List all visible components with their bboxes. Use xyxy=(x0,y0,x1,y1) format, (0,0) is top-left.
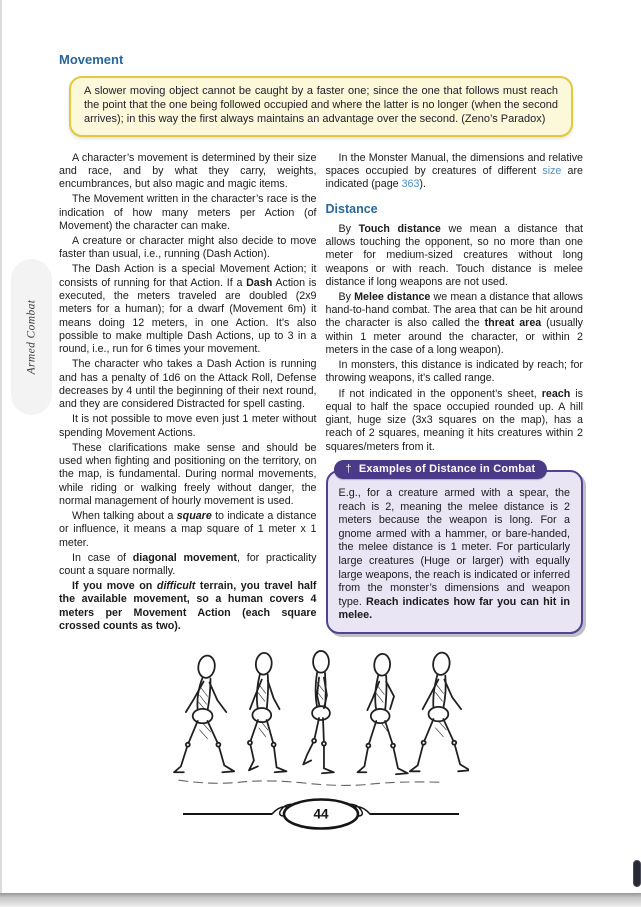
text-segment: is equal to half the space occupied rounded up. A hill giant, huge size (3x3 squares on the map), has a reach of 2 squares, meaning it hits creatures within 2 squares/meters from it. xyxy=(325,387,584,453)
chapter-tab-armed-combat xyxy=(11,259,52,415)
text-segment: It is not possible to move even just 1 meter without spending Movement Actions. xyxy=(59,413,317,439)
text-segment: Reach indicates how far you can hit in melee. xyxy=(338,595,570,622)
paragraph xyxy=(59,263,317,356)
paragraph xyxy=(326,388,584,454)
cross-reference-link[interactable]: size xyxy=(542,165,562,178)
paragraph xyxy=(326,223,584,289)
text-segment: we mean a distance that allows hand-to-hand combat. The area that can be hit around the character is also called the xyxy=(325,290,583,330)
movement-heading: Movement xyxy=(59,52,124,67)
text-segment: Dash xyxy=(246,276,273,289)
paragraph xyxy=(339,487,571,623)
text-segment: By xyxy=(338,222,359,235)
paragraph xyxy=(59,580,317,633)
text-segment: E.g., for a creature armed with a spear, the reach is 2, meaning the melee distance is 2 meters because the weapon is long. For a gnome armed with a hammer, or bare-handed, the melee distance is 1 meter. For particularly large creatures (Huge or larger) with equally large weapons, the reach is indicated or inferred from the monster’s dimensions and weapon type. xyxy=(338,487,570,608)
paragraph xyxy=(326,359,584,386)
text-segment: to indicate a distance or influence, it means a map square of 1 meter x 1 meter. xyxy=(59,510,317,549)
text-segment: terrain, you travel half the available movement, so a human covers 4 meters per Movement Action (each square crossed counts as two). xyxy=(59,580,317,632)
text-segment: When talking about a xyxy=(72,510,177,523)
paragraph xyxy=(59,152,317,192)
text-segment: A character’s movement is determined by their size and race, and by what they carry, weights, encumbrances, but also magic and magic items. xyxy=(59,151,317,191)
text-segment: Action is executed, the meters traveled are doubled (2x9 meters for a human); for a dwarf (Movement 6m) it means doing 12 meters, in one Action. It’s also possible to make multiple Dash Actions, up to 3 in a round, i.e., run for 6 times your movement. xyxy=(59,276,317,356)
monster-manual-paragraphs xyxy=(326,152,584,192)
text-segment: Touch distance xyxy=(358,222,441,235)
text-segment: are indicated (page xyxy=(325,165,583,191)
page-content xyxy=(59,52,583,833)
text-segment: ). xyxy=(419,178,426,191)
distance-example-body xyxy=(339,487,571,623)
footer-divider xyxy=(59,795,583,833)
distance-example-callout xyxy=(326,463,584,634)
text-segment: In the Monster Manual, the dimensions and relative spaces occupied by creatures of different xyxy=(325,151,583,178)
dagger-icon: † xyxy=(345,463,352,476)
text-segment: In monsters, this distance is indicated by reach; for throwing weapons, it’s called range. xyxy=(325,359,583,385)
distance-example-title xyxy=(334,460,548,479)
paragraph xyxy=(59,193,317,233)
right-column xyxy=(326,152,584,635)
distance-example-title-text: Examples of Distance in Combat xyxy=(358,463,536,476)
text-segment: In case of xyxy=(72,551,133,564)
text-segment: By xyxy=(338,290,355,303)
chapter-tab-label: Armed Combat xyxy=(25,299,38,375)
page-number: 44 xyxy=(313,806,329,822)
text-segment: (usually within 1 meter around the character, or within 2 meters in the case of a long weapon). xyxy=(325,317,583,357)
paragraph xyxy=(59,552,317,579)
text-segment: If you move on xyxy=(72,580,157,593)
paragraph xyxy=(59,442,317,508)
text-segment: If not indicated in the opponent’s sheet, xyxy=(338,387,542,400)
text-segment: we mean a distance that allows touching the opponent, so no more than one meter for medium-sized creatures without long weapons or with reach. Touch distance is melee distance if long weapons are not used. xyxy=(325,222,583,288)
distance-heading: Distance xyxy=(325,201,378,216)
paragraph xyxy=(326,291,584,357)
text-segment: A creature or character might also decide to move faster than usual, i.e., running (Dash Action). xyxy=(59,235,317,261)
page-number-ornament xyxy=(178,795,464,833)
two-column-text xyxy=(59,152,583,635)
text-segment: These clarifications make sense and should be used when fighting and positioning on the territory, on the map, is fundamental. During normal movements, while riding or walking freely without danger, the normal management of hourly movement is used. xyxy=(59,441,317,507)
scrollbar-thumb[interactable] xyxy=(633,860,641,887)
paragraph xyxy=(59,413,317,440)
text-segment: The character who takes a Dash Action is running and has a penalty of 1d6 on the Attack Roll, Defense decreases by 4 until the beginning of their next round, and they are considered Distracted for spell casting. xyxy=(59,358,317,411)
paragraph xyxy=(59,358,317,411)
left-column xyxy=(59,152,317,635)
text-segment: Melee distance xyxy=(354,290,431,303)
paragraph xyxy=(59,235,317,262)
distance-paragraphs xyxy=(326,223,584,454)
cross-reference-link[interactable]: 363 xyxy=(401,178,420,191)
text-segment: difficult xyxy=(156,580,196,593)
walk-cycle-figure-container xyxy=(59,649,583,791)
paragraph xyxy=(59,510,317,550)
text-segment: threat area xyxy=(484,317,542,330)
text-segment: The Movement written in the character’s race is the indication of how many meters per Action (of Movement) the character can make. xyxy=(59,193,317,232)
paragraph xyxy=(326,152,584,192)
text-segment: reach xyxy=(541,387,571,400)
text-segment: diagonal movement xyxy=(132,551,237,564)
text-segment: , for practicality count a square normally. xyxy=(59,551,317,577)
text-segment: square xyxy=(176,510,212,523)
page-bottom-shadow xyxy=(0,893,641,907)
text-segment: The Dash Action is a special Movement Action; it consists of running for that Action. If a xyxy=(59,263,317,289)
zeno-paradox-callout: A slower moving object cannot be caught by a faster one; since the one that follows must reach the point that the one being followed occupied and where the latter is no longer (when the second arrives); in this way the first always maintains an advantage over the second. (Zeno’s Paradox) xyxy=(69,76,573,137)
walking-figures-illustration xyxy=(173,649,469,791)
